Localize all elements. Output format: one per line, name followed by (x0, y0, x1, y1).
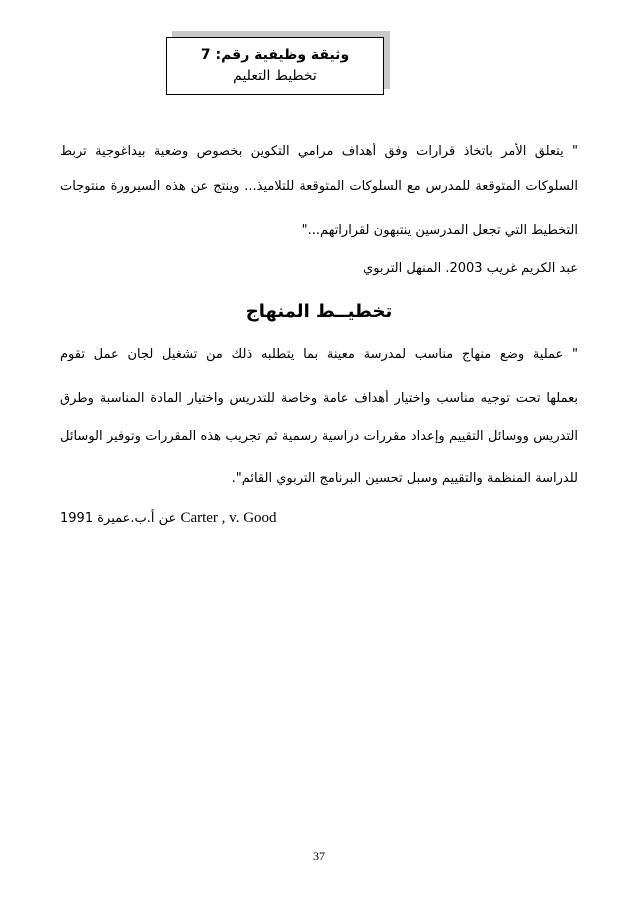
quote2-line-4: للدراسة المنظمة والتقييم وسبل تحسين البرنامج التربوي القائم". (231, 471, 578, 486)
quote1-line-1: " يتعلق الأمر باتخاذ قرارات وفق أهداف مرامي التكوين بخصوص وضعية بيداغوجية تربط (60, 144, 578, 159)
quote2-citation (60, 509, 277, 528)
quote2-line-2: بعملها تحت توجيه مناسب واختيار أهداف عامة وخاصة للتدريس واختيار المادة المناسبة وطرق (60, 391, 578, 406)
document-topic-title: تخطيط التعليم (233, 68, 317, 84)
quote1-citation: عبد الكريم غريب 2003. المنهل التربوي (363, 261, 578, 276)
page-number: 37 (313, 849, 325, 863)
quote2-citation-latin: Carter , v. Good (180, 510, 277, 526)
quote1-line-2: السلوكات المتوقعة للمدرس مع السلوكات المتوقعة للتلاميذ... وينتج عن هذه السيرورة منتوجات (60, 179, 578, 194)
quote2-line-3: التدريس ووسائل التقييم وإعداد مقررات دراسية رسمية ثم تجريب هذه المقررات وتوفير الوسائل (60, 429, 578, 444)
section-heading: تخطيــط المنهاج (245, 301, 393, 322)
quote2-citation-arabic: عن أ.ب.عميرة 1991 (60, 511, 177, 526)
document-number-title: وثيقة وظيفية رقم: 7 (200, 47, 350, 63)
quote1-line-3: التخطيط التي تجعل المدرسين ينتبهون لقراراتهم..." (301, 223, 578, 238)
quote2-line-1: " عملية وضع منهاج مناسب لمدرسة معينة بما يتطلبه ذلك من تشغيل لجان عمل تقوم (60, 347, 578, 362)
document-header-box (166, 37, 384, 95)
